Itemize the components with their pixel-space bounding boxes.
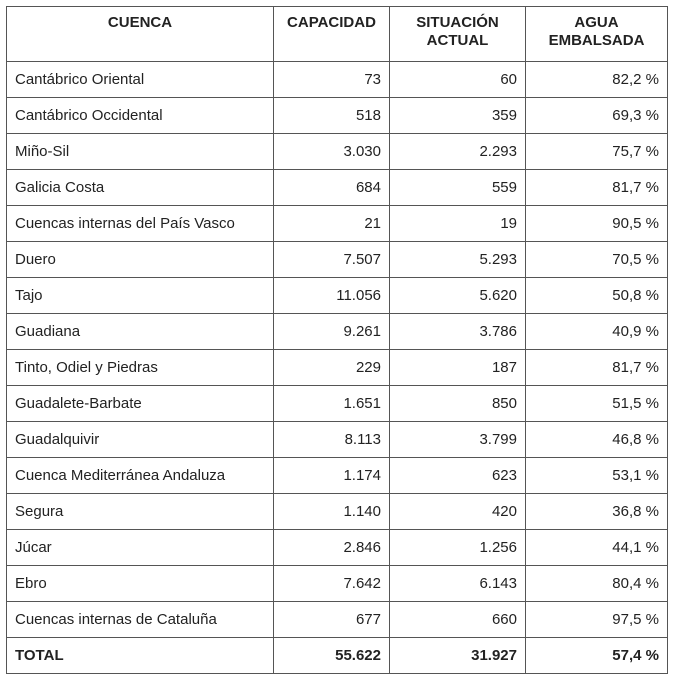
cell-cuenca: Duero bbox=[7, 242, 274, 278]
cell-agua-embalsada: 81,7 % bbox=[526, 170, 668, 206]
table-row bbox=[7, 206, 668, 242]
header-situacion-actual: SITUACIÓN ACTUAL bbox=[390, 7, 526, 62]
header-agua-embalsada: AGUA EMBALSADA bbox=[526, 7, 668, 62]
cell-situacion-actual: 660 bbox=[390, 602, 526, 638]
table-row bbox=[7, 458, 668, 494]
cell-agua-embalsada: 75,7 % bbox=[526, 134, 668, 170]
cell-capacidad: 1.140 bbox=[274, 494, 390, 530]
cell-situacion-actual: 5.620 bbox=[390, 278, 526, 314]
cell-cuenca: Galicia Costa bbox=[7, 170, 274, 206]
cell-capacidad: 518 bbox=[274, 98, 390, 134]
cell-situacion-actual: 1.256 bbox=[390, 530, 526, 566]
cell-agua-embalsada: 50,8 % bbox=[526, 278, 668, 314]
table-row bbox=[7, 602, 668, 638]
cell-agua-embalsada: 44,1 % bbox=[526, 530, 668, 566]
cell-cuenca: Cantábrico Occidental bbox=[7, 98, 274, 134]
cell-capacidad: 1.651 bbox=[274, 386, 390, 422]
header-row bbox=[7, 7, 668, 62]
cell-agua-embalsada: 80,4 % bbox=[526, 566, 668, 602]
cell-situacion-actual: 359 bbox=[390, 98, 526, 134]
table-body bbox=[7, 62, 668, 674]
cell-agua-embalsada: 81,7 % bbox=[526, 350, 668, 386]
cell-situacion-actual: 2.293 bbox=[390, 134, 526, 170]
cell-agua-embalsada: 40,9 % bbox=[526, 314, 668, 350]
cell-situacion-actual: 850 bbox=[390, 386, 526, 422]
cell-capacidad: 7.642 bbox=[274, 566, 390, 602]
table-row bbox=[7, 134, 668, 170]
cell-situacion-actual: 623 bbox=[390, 458, 526, 494]
table-row bbox=[7, 242, 668, 278]
table-row bbox=[7, 530, 668, 566]
cell-situacion-actual: 6.143 bbox=[390, 566, 526, 602]
cell-cuenca: Cantábrico Oriental bbox=[7, 62, 274, 98]
cell-cuenca: Miño-Sil bbox=[7, 134, 274, 170]
cell-capacidad: 677 bbox=[274, 602, 390, 638]
cell-agua-embalsada: 82,2 % bbox=[526, 62, 668, 98]
cell-capacidad: 1.174 bbox=[274, 458, 390, 494]
cell-cuenca: Guadiana bbox=[7, 314, 274, 350]
cell-cuenca: Tajo bbox=[7, 278, 274, 314]
cell-agua-embalsada: 69,3 % bbox=[526, 98, 668, 134]
cell-capacidad: 73 bbox=[274, 62, 390, 98]
cell-capacidad: 229 bbox=[274, 350, 390, 386]
total-situacion-actual: 31.927 bbox=[390, 638, 526, 674]
cell-cuenca: Guadalete-Barbate bbox=[7, 386, 274, 422]
cell-agua-embalsada: 97,5 % bbox=[526, 602, 668, 638]
cell-capacidad: 684 bbox=[274, 170, 390, 206]
cell-capacidad: 2.846 bbox=[274, 530, 390, 566]
cell-cuenca: Tinto, Odiel y Piedras bbox=[7, 350, 274, 386]
cell-cuenca: Segura bbox=[7, 494, 274, 530]
header-cuenca: CUENCA bbox=[7, 7, 274, 62]
cell-agua-embalsada: 36,8 % bbox=[526, 494, 668, 530]
cell-capacidad: 9.261 bbox=[274, 314, 390, 350]
cell-cuenca: Guadalquivir bbox=[7, 422, 274, 458]
table-row bbox=[7, 566, 668, 602]
table-row bbox=[7, 62, 668, 98]
table-row bbox=[7, 170, 668, 206]
cell-situacion-actual: 5.293 bbox=[390, 242, 526, 278]
cell-agua-embalsada: 51,5 % bbox=[526, 386, 668, 422]
cell-situacion-actual: 559 bbox=[390, 170, 526, 206]
cell-situacion-actual: 19 bbox=[390, 206, 526, 242]
cell-agua-embalsada: 46,8 % bbox=[526, 422, 668, 458]
cell-situacion-actual: 3.786 bbox=[390, 314, 526, 350]
cell-capacidad: 21 bbox=[274, 206, 390, 242]
cell-situacion-actual: 420 bbox=[390, 494, 526, 530]
cell-situacion-actual: 3.799 bbox=[390, 422, 526, 458]
table-row bbox=[7, 422, 668, 458]
cell-capacidad: 3.030 bbox=[274, 134, 390, 170]
cell-situacion-actual: 187 bbox=[390, 350, 526, 386]
reservoir-capacity-table bbox=[6, 6, 668, 674]
cell-capacidad: 11.056 bbox=[274, 278, 390, 314]
table-row bbox=[7, 386, 668, 422]
table-row bbox=[7, 98, 668, 134]
cell-cuenca: Cuencas internas del País Vasco bbox=[7, 206, 274, 242]
cell-cuenca: Ebro bbox=[7, 566, 274, 602]
table-row bbox=[7, 350, 668, 386]
cell-agua-embalsada: 53,1 % bbox=[526, 458, 668, 494]
cell-capacidad: 7.507 bbox=[274, 242, 390, 278]
table-row bbox=[7, 494, 668, 530]
total-agua-embalsada: 57,4 % bbox=[526, 638, 668, 674]
table-row bbox=[7, 278, 668, 314]
header-capacidad: CAPACIDAD bbox=[274, 7, 390, 62]
total-capacidad: 55.622 bbox=[274, 638, 390, 674]
table-row bbox=[7, 314, 668, 350]
cell-capacidad: 8.113 bbox=[274, 422, 390, 458]
cell-situacion-actual: 60 bbox=[390, 62, 526, 98]
cell-agua-embalsada: 70,5 % bbox=[526, 242, 668, 278]
cell-agua-embalsada: 90,5 % bbox=[526, 206, 668, 242]
cell-cuenca: Júcar bbox=[7, 530, 274, 566]
cell-cuenca: Cuencas internas de Cataluña bbox=[7, 602, 274, 638]
cell-cuenca: Cuenca Mediterránea Andaluza bbox=[7, 458, 274, 494]
total-row bbox=[7, 638, 668, 674]
total-label: TOTAL bbox=[7, 638, 274, 674]
